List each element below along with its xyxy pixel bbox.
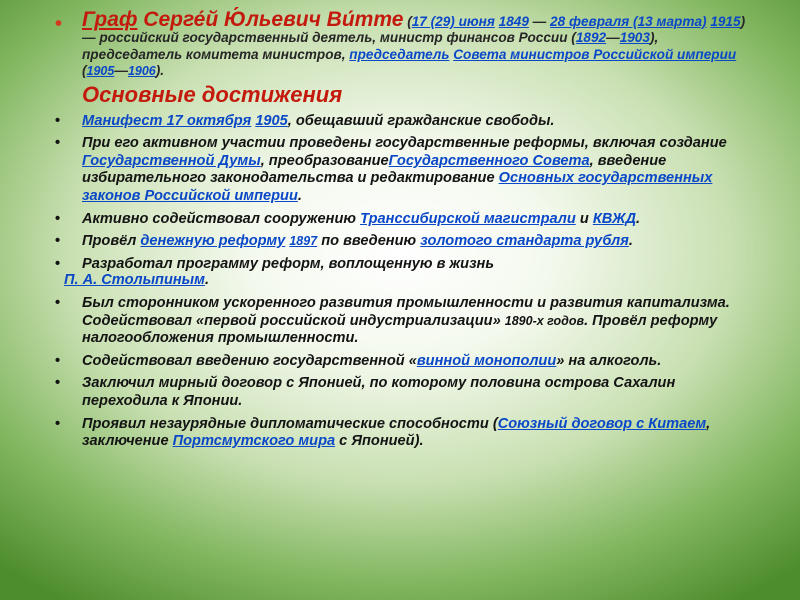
bullet-list [52,8,752,451]
transsiberian-link[interactable]: Транссибирской магистрали [360,210,576,227]
item-text: 1890-х годов [504,313,585,328]
section-heading: Основные достижения [82,81,343,107]
china-treaty-link[interactable]: Союзный договор с Китаем [497,415,707,432]
item-text: . [204,272,209,289]
item-text: . Провёл реформу налогообложения промышленности. [82,312,718,347]
kvzhd-link[interactable]: КВЖД [592,210,637,227]
item-text: При его активном участии проведены государственные реформы, включая создание [82,135,727,152]
death-year-link[interactable]: 1915 [710,14,741,29]
item-text: , введение избирательного законодательства и редактирование [82,152,667,187]
year-1897-link[interactable]: 1897 [289,234,318,249]
item-text: » на алкоголь. [556,352,662,369]
monetary-reform-link[interactable]: денежную реформу [140,233,286,250]
indent-spacer [52,272,64,288]
item-text: , преобразование [260,152,389,169]
intro-text: — [606,30,620,46]
item-text: Провёл [82,233,141,250]
item-text: по введению [317,233,421,250]
item-text: Заключил мирный договор с Японией, по которому половина острова Сахалин переходила к Японии. [82,375,676,409]
item-text: Активно содействовал сооружению [82,210,361,227]
item-text: . [297,188,302,204]
intro-text: ). [155,63,165,79]
birth-date-link[interactable]: 17 (29) июня [411,14,495,29]
intro-paragraph [52,8,752,108]
intro-text: ( [82,63,87,79]
manifesto-link[interactable]: Манифест 17 октября [82,112,252,129]
stolypin-link[interactable]: П. А. Столыпиным [64,272,205,289]
item-text: Проявил незаурядные дипломатические способности ( [82,415,498,432]
list-item [52,135,752,205]
list-item [52,416,752,451]
list-item [52,113,752,131]
intro-text: ) — российский государственный деятель, министр финансов России ( [82,14,746,46]
intro-text: — [528,14,551,29]
item-text: . [636,210,641,227]
list-item [52,256,752,274]
council-of-ministers-link[interactable]: Совета министров Российской империи [453,46,737,62]
state-council-link[interactable]: Государственного Совета [388,152,590,169]
year-1906-link[interactable]: 1906 [127,64,156,79]
list-item [52,353,752,371]
list-item-continuation [52,272,752,290]
death-date-link[interactable]: 28 февраля (13 марта) [550,14,707,29]
list-item [52,233,752,251]
item-text: Содействовал введению государственной « [82,352,417,369]
item-text: с Японией). [335,433,424,450]
list-item [52,375,752,410]
year-1905-link[interactable]: 1905 [86,64,115,79]
year-1905-link[interactable]: 1905 [255,112,288,129]
wine-monopoly-link[interactable]: винной монополии [416,352,557,369]
year-1903-link[interactable]: 1903 [619,30,650,46]
state-duma-link[interactable]: Государственной Думы [82,152,261,169]
slide-content [52,8,752,456]
basic-laws-link[interactable]: Основных государственных законов Российской империи [82,170,713,204]
item-text: . [628,233,633,250]
item-text: Разработал программу реформ, воплощенную в жизнь [82,255,495,272]
portsmouth-peace-link[interactable]: Портсмутского мира [172,433,336,450]
list-item [52,211,752,229]
intro-text: ), председатель комитета министров, [82,30,659,62]
item-text: , обещавший гражданские свободы. [287,112,555,129]
item-text: , заключение [82,415,711,450]
intro-text: — [114,63,128,79]
intro-text: ( [403,14,412,29]
list-item [52,295,752,348]
item-text: и [575,210,593,227]
birth-year-link[interactable]: 1849 [498,14,529,29]
person-name: Серге́й Ю́льевич Ви́тте [137,8,404,31]
graf-link[interactable]: Граф [82,8,138,31]
year-1892-link[interactable]: 1892 [575,30,607,46]
chairman-link[interactable]: председатель [349,46,450,62]
item-text: Был сторонником ускоренного развития промышленности и развития капитализма. Содействовал «первой российской индустриализации» [82,294,730,329]
gold-standard-link[interactable]: золотого стандарта рубля [420,233,629,250]
